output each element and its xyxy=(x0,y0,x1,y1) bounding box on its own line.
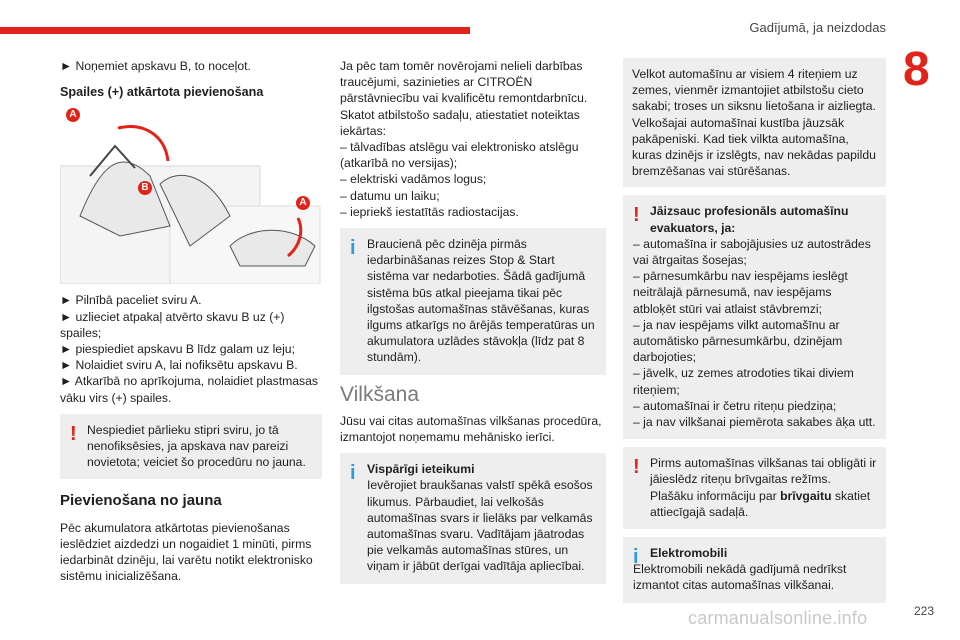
warning-freewheel-text xyxy=(633,455,877,520)
warning-box-lever xyxy=(60,414,322,480)
info-electric-title: Elektromobili xyxy=(650,546,728,561)
chapter-number: 8 xyxy=(903,43,930,96)
heading-reconnect-again: Pievienošana no jauna xyxy=(60,492,222,510)
list-item: – iepriekš iestatītās radiostacijas. xyxy=(340,204,519,219)
freewheel-text-a: Pirms automašīnas vilkšanas tai obligāti ir jāieslēdz riteņu brīvgaitas režīms. Plašāku informāciju par xyxy=(650,456,877,503)
page-number: 223 xyxy=(913,604,934,618)
list-item: – ja nav iespējams vilkt automašīnu ar automātisko pārnesumkārbu, dzinējam darbojoties; xyxy=(633,317,843,365)
towing-rules-text: Velkot automašīnu ar visiem 4 riteņiem uz zemes, vienmēr izmantojiet atbilstošu cieto sakabi; troses un siksnu lietošana ir aizliegta. Velkošajai automašīnai kustība jāuzsāk pakāpeniski. Kad tiek vilkta automašīna, kuras dzinējs ir izslēgts, nav nekādas papildu bremzēšanas vai stūrēšanas. xyxy=(632,67,876,179)
step-2: ► uzlieciet atpakaļ atvērto skavu B uz (+) spailes; xyxy=(60,309,285,340)
section-title-towing: Vilkšana xyxy=(340,382,419,406)
info-electric-body: Elektromobili nekādā gadījumā nedrīkst izmantot citas automašīnas vilkšanai. xyxy=(633,562,847,593)
info-box-electric xyxy=(623,537,886,603)
step-5: ► Atkarībā no aprīkojuma, nolaidiet plastmasas vāku virs (+) spailes. xyxy=(60,374,318,405)
warning-box-professional xyxy=(623,195,886,439)
label-a-right: A xyxy=(296,196,310,210)
warning-text: Nespiediet pārlieku stipri sviru, jo tā nenofiksēsies, ja apskava nav pareizi novietota; veiciet šo procedūru no jauna. xyxy=(87,422,306,470)
info-icon: i xyxy=(633,546,639,569)
warning-icon: ! xyxy=(70,422,77,445)
step-1: ► Pilnībā paceliet sviru A. xyxy=(60,293,202,308)
freewheel-term: brīvgaitu xyxy=(780,488,832,503)
paragraph-towing: Jūsu vai citas automašīnas vilkšanas procedūra, izmantojot noņemamu mehānisko ierīci. xyxy=(340,413,602,445)
column-left xyxy=(60,58,322,584)
list-item: – automašīnai ir četru riteņu piedziņa; xyxy=(633,398,837,413)
info-text-stopstart: Braucienā pēc dzinēja pirmās iedarbināšanas reizes Stop & Start sistēma var nedarboties. Šādā gadījumā sistēma būs atkal pieejama tikai pēc ilgstošas automašīnas stāvēšanas, kuras ilgums atkarīgs no ārējās temperatūras un akumulatora uzlādes stāvokļa (līdz pat 8 stundām). xyxy=(367,237,595,365)
list-item: – pārnesumkārbu nav iespējams ieslēgt neitrālajā pārnesumā, nav iespējams atbloķēt stūri vai atlaist stāvbremzi; xyxy=(633,269,848,316)
heading-terminal-reconnect: Spailes (+) atkārtota pievienošana xyxy=(60,85,264,100)
step-release-clamp: ► Noņemiet apskavu B, to noceļot. xyxy=(60,59,251,73)
step-3: ► piespiediet apskavu B līdz galam uz leju; xyxy=(60,342,295,357)
column-right xyxy=(623,58,886,611)
info-icon: i xyxy=(350,237,356,260)
chapter-title: Gadījumā, ja neizdodas xyxy=(749,20,886,35)
label-b: B xyxy=(138,181,152,195)
step-4: ► Nolaidiet sviru A, lai nofiksētu apskavu B. xyxy=(60,358,298,373)
warning-icon: ! xyxy=(633,456,640,479)
warning-icon: ! xyxy=(633,204,640,227)
freewheel-text-c: skatiet attiecīgajā sadaļā. xyxy=(650,488,871,519)
clamp-drawing xyxy=(60,106,322,284)
list-item: – ja nav vilkšanai piemērota sakabes āķa utt. xyxy=(633,415,876,430)
info-box-general xyxy=(340,453,606,583)
label-a-top: A xyxy=(66,108,80,122)
info-box-stopstart xyxy=(340,228,606,375)
list-item: – datumu un laiku; xyxy=(340,188,440,203)
towing-rules-box xyxy=(623,58,886,187)
info-general-title: Vispārīgi ieteikumi xyxy=(367,462,475,477)
header-red-bar xyxy=(0,27,470,34)
watermark-text: carmanualsonline.info xyxy=(688,608,868,628)
paragraph-reconnect: Pēc akumulatora atkārtotas pievienošanas ieslēdziet aizdedzi un nogaidiet 1 minūti, pirms iedarbināt dzinēju, lai varētu notikt elektronisko sistēmu inicializēšana. xyxy=(60,520,313,584)
paragraph-intro: Ja pēc tam tomēr novērojami nelieli darbības traucējumi, sazinieties ar CITROËN pārstāvniecību vai kvalificētu remontdarbnīcu. Skatot atbilstošo sadaļu, atiestatiet noteiktas iekārtas: xyxy=(340,59,588,138)
info-icon: i xyxy=(350,462,356,485)
battery-clamp-illustration xyxy=(60,106,322,284)
list-item: – automašīna ir sabojājusies uz autostrādes vai ātrgaitas šosejas; xyxy=(633,236,871,268)
list-item: – jāvelk, uz zemes atrodoties tikai diviem riteņiem; xyxy=(633,366,854,397)
warning-box-freewheel xyxy=(623,447,886,529)
list-item: – tālvadības atslēgu vai elektronisko atslēgu (atkarībā no versijas); xyxy=(340,140,579,171)
column-middle xyxy=(340,58,606,592)
list-item: – elektriski vadāmos logus; xyxy=(340,172,487,187)
info-general-body: Ievērojiet braukšanas valstī spēkā esošos likumus. Pārbaudiet, lai velkošās automašīnas svars ir lielāks par velkamās automašīnas svaru. Vadītājam jāatrodas pie velkamās automašīnas stūres, un viņam ir jābūt derīgai vadītāja apliecībai. xyxy=(367,478,593,574)
warning-professional-title: Jāizsauc profesionāls automašīnu evakuators, ja: xyxy=(650,204,849,235)
